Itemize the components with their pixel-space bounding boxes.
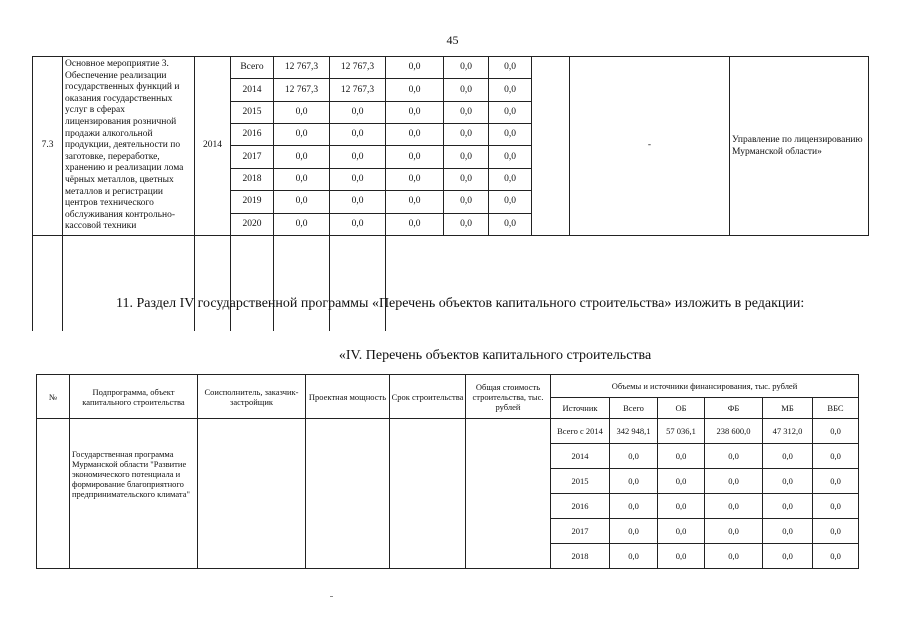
row-number: 7.3 [33, 57, 63, 236]
empty-cell [195, 235, 231, 331]
empty-cell [274, 235, 330, 331]
value-cell: 0,0 [489, 191, 532, 213]
value-cell: 0,0 [444, 124, 489, 146]
value-cell: 0,0 [763, 469, 813, 494]
value-cell: 0,0 [386, 101, 444, 123]
coexecutor-cell [198, 419, 306, 569]
funding-table-activity [32, 56, 869, 331]
value-cell: 0,0 [274, 168, 330, 190]
value-cell: 0,0 [444, 57, 489, 79]
value-cell: 0,0 [763, 444, 813, 469]
source-cell: 2017 [551, 519, 610, 544]
value-cell: 0,0 [444, 101, 489, 123]
value-cell: 12 767,3 [330, 57, 386, 79]
year-cell: 2019 [231, 191, 274, 213]
source-cell: Всего с 2014 [551, 419, 610, 444]
value-cell: 0,0 [330, 213, 386, 235]
value-cell: 0,0 [658, 469, 705, 494]
header-total: Всего [610, 398, 658, 419]
value-cell: 0,0 [705, 544, 763, 569]
value-cell: 0,0 [489, 124, 532, 146]
filler-row [33, 235, 869, 331]
total-cost-cell [466, 419, 551, 569]
value-cell: 0,0 [444, 146, 489, 168]
value-cell: 0,0 [330, 191, 386, 213]
header-vbs: ВБС [813, 398, 859, 419]
value-cell: 0,0 [386, 79, 444, 101]
value-cell: 0,0 [330, 168, 386, 190]
value-cell: 0,0 [489, 146, 532, 168]
value-cell: 12 767,3 [274, 79, 330, 101]
value-cell: 0,0 [763, 544, 813, 569]
year-cell: 2016 [231, 124, 274, 146]
page-number: 45 [446, 33, 459, 47]
value-cell: 0,0 [489, 213, 532, 235]
header-total-cost: Общая стоимость строительства, тыс. рублей [466, 375, 551, 419]
value-cell: 0,0 [386, 146, 444, 168]
value-cell: 0,0 [705, 519, 763, 544]
empty-cell [330, 235, 386, 331]
result-cell: - [570, 57, 730, 236]
year-cell: 2018 [231, 168, 274, 190]
value-cell: 0,0 [444, 79, 489, 101]
value-cell: 0,0 [610, 544, 658, 569]
capital-construction-table [36, 374, 859, 569]
value-cell: 47 312,0 [763, 419, 813, 444]
activity-name: Основное мероприятие 3. Обеспечение реализации государственных функций и оказания государственных услуг в сферах лицензирования розничной продажи алкогольной продукции, деятельности по заготовке, переработке, хранению и реализации лома чёрных металлов, цветных металлов и регистрации центров технического обслуживания контрольно-кассовой техники [63, 57, 195, 236]
year-cell: 2020 [231, 213, 274, 235]
header-ob: ОБ [658, 398, 705, 419]
header-source: Источник [551, 398, 610, 419]
value-cell: 0,0 [274, 101, 330, 123]
header-financing: Объемы и источники финансирования, тыс. рублей [551, 375, 859, 398]
year-cell: Всего [231, 57, 274, 79]
value-cell: 0,0 [658, 444, 705, 469]
value-cell: 0,0 [763, 494, 813, 519]
value-cell: 0,0 [444, 213, 489, 235]
value-cell: 0,0 [610, 469, 658, 494]
value-cell: 0,0 [274, 146, 330, 168]
term-cell [390, 419, 466, 569]
value-cell: 0,0 [386, 57, 444, 79]
value-cell: 0,0 [386, 168, 444, 190]
source-cell: 2018 [551, 544, 610, 569]
value-cell: 0,0 [330, 101, 386, 123]
executor-cell: Управление по лицензированию Мурманской области» [730, 57, 869, 236]
value-cell: 0,0 [705, 494, 763, 519]
value-cell: 0,0 [330, 124, 386, 146]
value-cell: 0,0 [610, 519, 658, 544]
header-program: Подпрограмма, объект капитального строительства [70, 375, 198, 419]
value-cell: 0,0 [763, 519, 813, 544]
value-cell: 0,0 [386, 213, 444, 235]
value-cell: 0,0 [274, 191, 330, 213]
value-cell: 0,0 [610, 494, 658, 519]
value-cell: 12 767,3 [330, 79, 386, 101]
value-cell: 0,0 [444, 168, 489, 190]
year-cell: 2014 [231, 79, 274, 101]
empty-cell [63, 235, 195, 331]
header-capacity: Проектная мощность [306, 375, 390, 419]
value-cell: 0,0 [489, 101, 532, 123]
section-heading: «IV. Перечень объектов капитального строительства [338, 348, 652, 363]
value-cell: 0,0 [658, 544, 705, 569]
empty-cell [231, 235, 274, 331]
value-cell: 0,0 [813, 419, 859, 444]
table-row [37, 419, 859, 444]
header-term: Срок строительства [390, 375, 466, 419]
empty-cell [532, 57, 570, 236]
value-cell: 0,0 [489, 57, 532, 79]
value-cell: 0,0 [386, 124, 444, 146]
header-mb: МБ [763, 398, 813, 419]
capacity-cell [306, 419, 390, 569]
source-cell: 2016 [551, 494, 610, 519]
source-cell: 2014 [551, 444, 610, 469]
header-num: № [37, 375, 70, 419]
value-cell: 0,0 [489, 168, 532, 190]
year-cell: 2017 [231, 146, 274, 168]
year-cell: 2015 [231, 101, 274, 123]
value-cell: 238 600,0 [705, 419, 763, 444]
value-cell: 0,0 [658, 519, 705, 544]
value-cell: 0,0 [330, 146, 386, 168]
value-cell: 57 036,1 [658, 419, 705, 444]
program-name: Государственная программа Мурманской области "Развитие экономического потенциала и формирование благоприятного предпринимательского климата" [70, 419, 198, 569]
value-cell: 342 948,1 [610, 419, 658, 444]
header-fb: ФБ [705, 398, 763, 419]
value-cell: 0,0 [489, 79, 532, 101]
empty-cell [33, 235, 63, 331]
value-cell: 0,0 [813, 494, 859, 519]
value-cell: 0,0 [386, 191, 444, 213]
value-cell: 0,0 [705, 444, 763, 469]
value-cell: 0,0 [610, 444, 658, 469]
value-cell: 0,0 [813, 469, 859, 494]
value-cell: 0,0 [813, 444, 859, 469]
value-cell: 12 767,3 [274, 57, 330, 79]
value-cell: 0,0 [813, 544, 859, 569]
table-row [33, 57, 869, 79]
amendment-paragraph: 11. Раздел IV государственной программы «Перечень объектов капитального строительства» изложить в редакции: [116, 296, 805, 311]
value-cell: 0,0 [274, 213, 330, 235]
value-cell: 0,0 [444, 191, 489, 213]
value-cell: 0,0 [274, 124, 330, 146]
num-cell [37, 419, 70, 569]
value-cell: 0,0 [705, 469, 763, 494]
header-coexecutor: Соисполнитель, заказчик-застройщик [198, 375, 306, 419]
start-year: 2014 [195, 57, 231, 236]
value-cell: 0,0 [658, 494, 705, 519]
value-cell: 0,0 [813, 519, 859, 544]
source-cell: 2015 [551, 469, 610, 494]
